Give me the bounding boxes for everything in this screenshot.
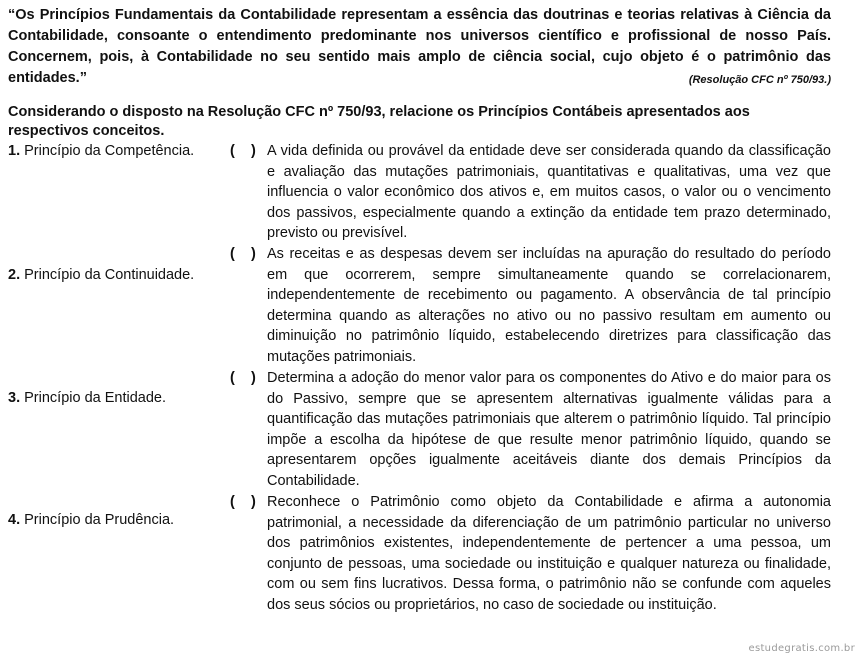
- concept-text: Reconhece o Patrimônio como objeto da Contabilidade e afirma a autonomia patrimonial, a necessidade da diferenciação de um patrimônio particular no universo dos patrimônios existentes, independentemente de pertencer a uma pessoa, um conjunto de pessoas, uma sociedade ou instituição e qualquer natureza ou finalidade, com ou sem fins lucrativos. Dessa forma, o patrimônio não se confunde com aqueles dos seus sócios ou proprietários, no caso de sociedade ou instituição.: [267, 494, 831, 613]
- answer-blank[interactable]: ( ): [230, 246, 256, 262]
- matching-area: [8, 141, 831, 641]
- principle-label: Princípio da Competência.: [24, 143, 195, 159]
- principle-item-competencia: [8, 141, 194, 161]
- intro-quote: “Os Princípios Fundamentais da Contabilidade representam a essência das doutrinas e teorias relativas à Ciência da Contabilidade, consoante o entendimento predominante nos universos científico e profissional de nosso País. Concernem, pois, à Contabilidade no seu sentido mais amplo de ciência social, cujo objeto é o patrimônio das entidades.”: [8, 7, 831, 86]
- concept-text: As receitas e as despesas devem ser incluídas na apuração do resultado do período em que ocorrerem, sempre simultaneamente quando se correlacionarem, independentemente de recebimento ou pagamento. A observância de tal princípio determina quando as alterações no ativo ou no passivo resultam em aumento ou diminuição no patrimônio líquido, estabelecendo diretrizes para classificação das mutações patrimoniais.: [267, 246, 831, 365]
- question-instruction: Considerando o disposto na Resolução CFC nº 750/93, relacione os Princípios Contábeis apresentados aos respectivos conceitos.: [8, 104, 750, 139]
- principle-label: Princípio da Prudência.: [24, 512, 175, 528]
- principle-number: 1.: [8, 143, 21, 159]
- concept-item-2: [230, 244, 831, 368]
- principle-item-entidade: [8, 388, 166, 408]
- concept-item-3: [230, 368, 831, 492]
- principle-number: 3.: [8, 390, 21, 406]
- concept-item-1: [230, 141, 831, 244]
- concept-text: A vida definida ou provável da entidade deve ser considerada quando da classificação e avaliação das mutações patrimoniais, quantitativas e qualitativas, uma vez que influencia o valor econômico dos ativos e, em muitos casos, o valor ou o vencimento dos passivos, especialmente quando a extinção da entidade tem prazo determinado, previsto ou previsível.: [267, 143, 831, 242]
- principle-number: 4.: [8, 512, 21, 528]
- question-page: [8, 5, 831, 641]
- concept-item-4: [230, 492, 831, 616]
- answer-blank[interactable]: ( ): [230, 370, 256, 386]
- intro-citation: (Resolução CFC nº 750/93.): [688, 74, 831, 86]
- principle-label: Princípio da Continuidade.: [24, 267, 195, 283]
- principle-item-prudencia: [8, 510, 174, 530]
- principle-label: Princípio da Entidade.: [24, 390, 166, 406]
- answer-blank[interactable]: ( ): [230, 494, 256, 510]
- answer-blank[interactable]: ( ): [230, 143, 256, 159]
- watermark: estudegratis.com.br: [748, 643, 855, 654]
- principle-number: 2.: [8, 267, 21, 283]
- principle-item-continuidade: [8, 265, 194, 285]
- concept-text: Determina a adoção do menor valor para os componentes do Ativo e do maior para os do Passivo, sempre que se apresentem alternativas igualmente válidas para a quantificação das mutações patrimoniais que alterem o patrimônio líquido. Tal princípio impõe a escolha da hipótese de que resulte menor patrimônio líquido, quando se apresentarem opções igualmente aceitáveis diante dos demais Princípios da Contabilidade.: [267, 370, 831, 489]
